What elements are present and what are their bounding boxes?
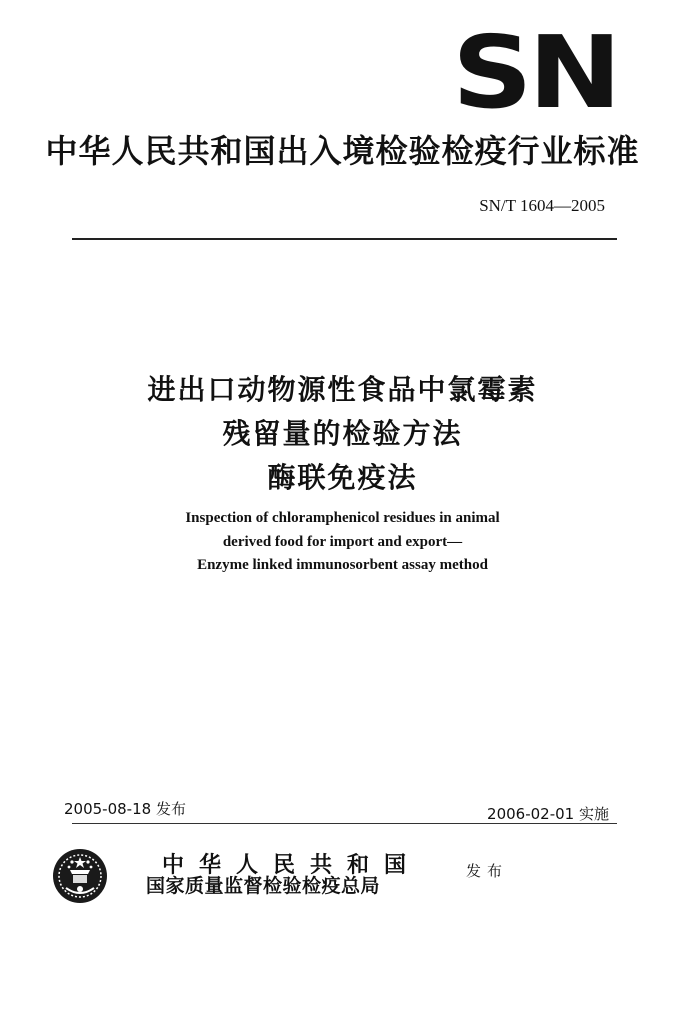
title-cn-line2: 残留量的检验方法 xyxy=(222,417,463,450)
title-cn-line3: 酶联免疫法 xyxy=(267,461,418,494)
header-divider xyxy=(72,238,617,240)
issuer-country: 中华人民共和国 xyxy=(162,852,422,878)
standard-code: SN/T 1604—2005 xyxy=(479,196,605,215)
title-en-line3: Enzyme linked immunosorbent assay method xyxy=(197,557,488,573)
issuer-agency: 国家质量监督检验检疫总局 xyxy=(146,875,381,897)
implementation-date: 2006-02-01 实施 xyxy=(487,805,609,823)
sn-logo: SN xyxy=(452,14,618,131)
footer-divider xyxy=(72,823,617,824)
publish-label: 发布 xyxy=(466,862,509,880)
title-cn-line1: 进出口动物源性食品中氯霉素 xyxy=(147,373,538,406)
title-en-line1: Inspection of chloramphenicol residues in animal xyxy=(185,510,500,526)
issue-date: 2005-08-18 发布 xyxy=(64,800,186,818)
national-emblem-icon xyxy=(52,848,108,904)
organization-title: 中华人民共和国出入境检验检疫行业标准 xyxy=(45,132,640,170)
title-en-line2: derived food for import and export— xyxy=(222,534,463,550)
